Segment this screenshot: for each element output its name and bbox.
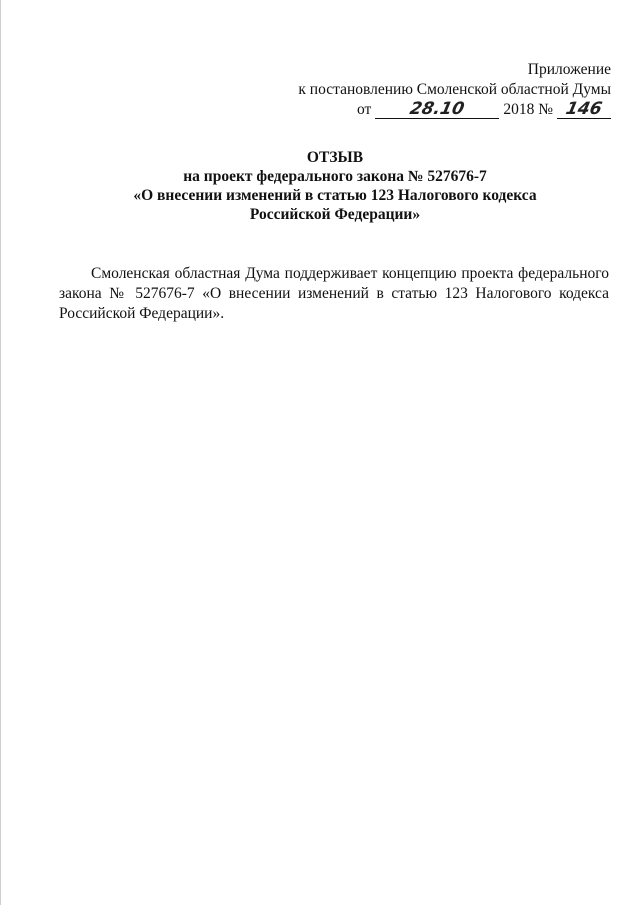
appendix-label: Приложение — [527, 61, 611, 78]
document-title — [0, 148, 640, 224]
handwritten-date: 28.10 — [408, 99, 467, 119]
date-prefix: от — [357, 101, 372, 118]
title-heading: ОТЗЫВ — [306, 149, 364, 166]
title-line-1: на проект федерального закона № 527676-7 — [183, 168, 487, 185]
body-paragraph: Смоленская областная Дума поддерживает концепцию проекта федерального закона № 527676-7 «О внесении изменений в статью 123 Налогового кодекса Российской Федерации». — [59, 264, 609, 322]
appendix-reference: к постановлению Смоленской областной Думы — [298, 81, 611, 98]
title-line-3: Российской Федерации» — [249, 206, 421, 223]
date-field — [375, 101, 499, 119]
title-line-2: «О внесении изменений в статью 123 Налогового кодекса — [133, 187, 537, 204]
year-and-number-sign: 2018 № — [503, 101, 553, 118]
appendix-block — [271, 60, 611, 120]
appendix-date-line — [271, 100, 611, 120]
handwritten-number: 146 — [564, 99, 604, 119]
number-field — [557, 101, 611, 119]
page-edge — [0, 0, 1, 905]
